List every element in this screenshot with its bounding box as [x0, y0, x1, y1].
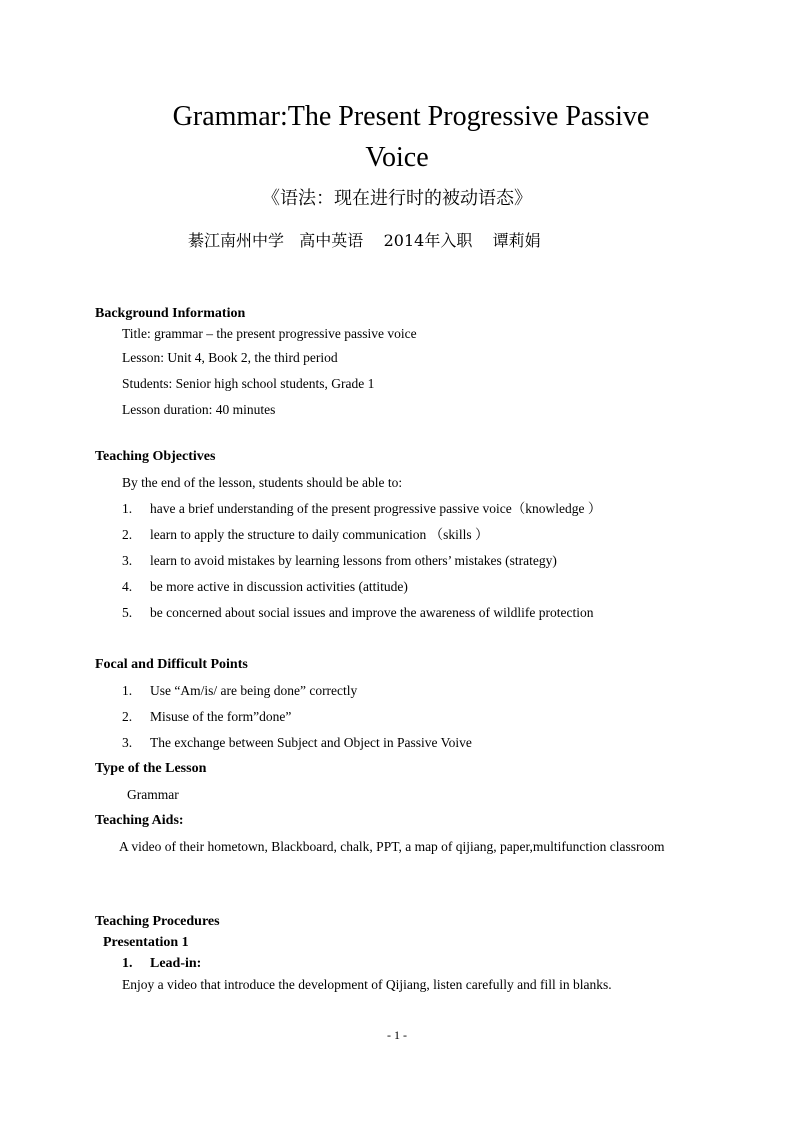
objective-text: learn to avoid mistakes by learning lessons from others’ mistakes (strategy)	[150, 553, 557, 568]
focal-text: Misuse of the form”done”	[150, 709, 292, 724]
focal-text: The exchange between Subject and Object in Passive Voive	[150, 735, 472, 750]
objective-text: learn to apply the structure to daily communication （skills ）	[150, 527, 489, 542]
objectives-intro: By the end of the lesson, students should be able to:	[122, 475, 403, 490]
list-number: 3.	[122, 553, 133, 568]
objective-text: be more active in discussion activities (attitude)	[150, 579, 408, 594]
page-number: - 1 -	[387, 1028, 407, 1042]
list-number: 4.	[122, 579, 133, 594]
objective-item	[122, 577, 408, 597]
list-number: 2.	[122, 709, 133, 724]
focal-heading: Focal and Difficult Points	[95, 657, 248, 672]
background-lesson-line: Lesson: Unit 4, Book 2, the third period	[122, 350, 338, 365]
aids-heading: Teaching Aids:	[95, 813, 184, 828]
lesson-type-heading: Type of the Lesson	[95, 761, 207, 776]
procedures-heading: Teaching Procedures	[95, 914, 220, 929]
lead-in-title: Lead-in:	[150, 956, 202, 971]
objective-item	[122, 551, 557, 571]
focal-text: Use “Am/is/ are being done” correctly	[150, 683, 358, 698]
list-number: 1.	[122, 956, 133, 971]
aids-text: A video of their hometown, Blackboard, chalk, PPT, a map of qijiang, paper,multifunction classroom	[119, 839, 665, 854]
aids-paragraph	[95, 834, 695, 860]
objective-text: be concerned about social issues and improve the awareness of wildlife protection	[150, 605, 594, 620]
author-line: 綦江南州中学 高中英语 2014年入职 谭莉娟	[188, 231, 541, 250]
lesson-type-value: Grammar	[127, 787, 179, 802]
document-title-line1: Grammar:The Present Progressive Passive	[172, 101, 650, 132]
list-number: 3.	[122, 735, 133, 750]
objective-text: have a brief understanding of the present progressive passive voice（knowledge ）	[150, 501, 602, 516]
objective-item	[122, 603, 593, 623]
list-number: 5.	[122, 605, 133, 620]
presentation-heading: Presentation 1	[103, 935, 189, 950]
objective-item	[122, 499, 601, 519]
background-heading: Background Information	[95, 306, 246, 321]
list-number: 1.	[122, 501, 133, 516]
document-subtitle: 《语法：现在进行时的被动语态》	[262, 188, 532, 209]
lead-in-text: Enjoy a video that introduce the development of Qijiang, listen carefully and fill in blanks.	[122, 977, 612, 992]
focal-item	[122, 707, 291, 727]
background-duration-line: Lesson duration: 40 minutes	[122, 402, 276, 417]
objective-item	[122, 525, 489, 545]
list-number: 1.	[122, 683, 133, 698]
background-title-line: Title: grammar – the present progressive passive voice	[122, 326, 417, 341]
document-title-line2: Voice	[365, 142, 429, 173]
lead-in-heading	[122, 954, 201, 974]
objectives-heading: Teaching Objectives	[95, 449, 216, 464]
focal-item	[122, 733, 472, 753]
list-number: 2.	[122, 527, 133, 542]
background-students-line: Students: Senior high school students, Grade 1	[122, 376, 375, 391]
focal-item	[122, 681, 357, 701]
